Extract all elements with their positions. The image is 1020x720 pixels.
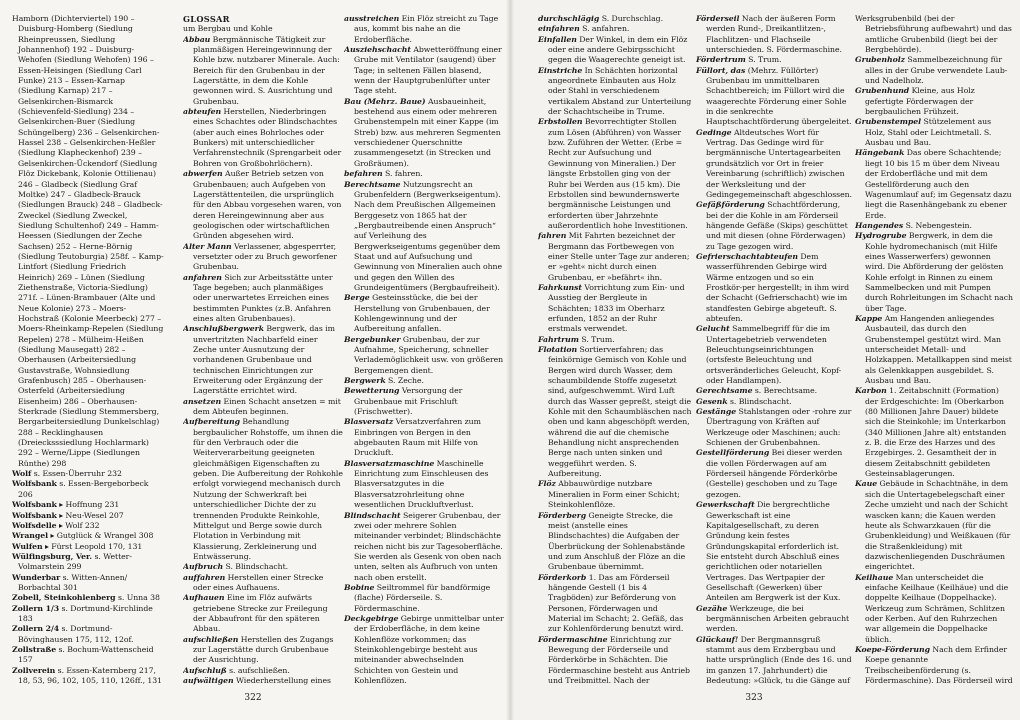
glossary-entry [855,148,1013,220]
glossary-definition: Kleine, aus Holz gefertigte Förderwagen der bergbaulichen Frühzeit. [865,86,975,117]
glossary-term: Bau (Mehrz. Baue) [344,96,426,106]
glossary-term: Kappe [855,313,883,323]
index-entry-name: Wrangel [12,531,49,541]
glossary-term: Karbon [855,386,887,396]
glossary-term: Förderberg [538,510,587,520]
glossary-entry [538,14,692,24]
glossary-entry [538,335,692,345]
glossary-entry [696,128,852,200]
glossary-entry [183,324,343,396]
glossary-term: ausstreichen [344,14,400,23]
glossary-term: Bewetterung [344,386,400,396]
glossary-definition: Das obere Schachtende; liegt 10 bis 15 m über dem Niveau der Erdoberfläche und mit dem Gestellförderung auch den Wagenumlauf auf; im Gegensatz dazu liegt die Rasenhängebank zu ebener Erde. [865,148,1012,220]
glossary-entry [344,97,504,169]
book-gutter [506,0,514,720]
glossary-entry [344,180,504,294]
glossary-term: Hydrogrube [855,231,907,241]
glossary-definition: S. Blindschacht. [223,562,289,572]
glossary-entry [538,635,692,686]
glossary-term: Fahrkunst [538,282,582,292]
index-entry-reference: s. Wetter-Volmarstein 299 [18,551,132,572]
glossary-entry [855,55,1013,86]
glossary-definition: Nach der äußeren Form werden Rund-, Dreikantlitzen-, Flachlitzen- und Flachseile unterschieden. S. Fördermaschine. [706,14,842,55]
glossary-definition: Werksgrubenbild (bei der Betriebsführung aufbewahrt) und das amtliche Grubenbild (liegt bei der Bergbehörde). [855,14,1012,55]
glossary-term: Erbstollen [538,117,583,127]
index-entry-name: Zobell, Steinkohlenberg [12,593,116,603]
glossary-entry [855,573,1013,645]
glossary-definition: Mit Fahrten bezeichnet der Bergmann das Fortbewegen von einer Stelle unter Tage zur anderen; er »geht« nicht durch einen Grubenbau, er »befährt« ihn. [548,231,690,282]
glossary-definition: Herstellen einer Strecke oder eines Aufhauens. [193,572,324,592]
glossary-term: Aufschluß [183,665,227,675]
glossary-term: Einstriche [538,65,583,75]
glossary-term: aufwältigen [183,676,234,685]
glossary-term: anfahren [183,272,222,282]
index-entry-reference: s. Dortmund-Bövinghausen 175, 112, 12of. [18,624,134,644]
glossary-definition: Altdeutsches Wort für Vertrag. Das Gedinge wird für bergmännische Untertagearbeiten grundsätzlich vor Ort in freier Vereinbarung (schriftlich) zwischen der Werksleitung und der Gedingegemeinschaft abgeschlossen. [706,127,852,199]
glossary-entry [344,511,504,583]
glossary-definition: Außer Betrieb setzen von Grubenbauen; auch Aufgeben von Lagerstättenteilen, die ursprünglich für den Abbau vorgesehen waren, von deren Hereingewinnung aber aus geologischen oder wirtschaftlichen Gründen abgesehen wird. [193,169,342,241]
glossary-definition: Abbauwürdige nutzbare Mineralien in Form einer Schicht; Steinkohlenflöze. [548,479,680,510]
glossary-subheading: um Bergbau und Kohle [183,24,273,34]
glossary-entry [696,635,852,686]
glossary-definition: s. aufschließen. [226,665,290,675]
glossary-definition: Seigerer Grubenbau, der zwei oder mehrere Sohlen miteinander verbindet; Blindschächte reichen nicht bis zur Tagesoberfläche. Sie werden als Gesenk von oben nach unten, selten als Aufbruch von unten nach oben erstellt. [354,510,503,582]
glossary-term: Gestellförderung [696,448,770,458]
glossary-term: Koepe-Förderung [855,644,930,654]
glossary-entry [696,55,852,65]
glossary-column-2 [344,14,504,686]
index-entry-name: Zollern 1/3 [12,603,60,613]
glossary-definition: Der Winkel, in dem ein Flöz oder eine andere Gebirgsschicht gegen die Waagerechte geneigt ist. [548,34,688,65]
glossary-term: Blasversatz [344,417,394,427]
glossary-term: Ausziehschacht [344,45,411,55]
glossary-definition: Gesteinsstücke, die bei der Herstellung von Grubenbauen, der Kohlengewinnung und der Aufbereitung anfallen. [354,293,490,334]
glossary-definition: Am Hangenden anliegendes Ausbauteil, das durch den Grubenstempel gestützt wird. Man unterscheidet Metall- und Holzkappen. Metallkappen sind meist als Gelenkkappen ausgebildet. S. Ausbau und Bau. [865,313,1012,386]
glossary-definition: Bergwerk, in dem die Kohle hydromechanisch (mit Hilfe eines Wasserwerfers) gewonnen wird. Die Abförderung der gelösten Kohle erfolgt in Rinnen zu einem Sammelbecken und mit Pumpen durch Rohrleitungen im Schacht nach über Tage. [865,231,1013,313]
glossary-term: Einfallen [538,34,577,44]
glossary-term: Füllort, das [696,65,746,75]
glossary-term: Abbau [183,34,211,44]
glossary-definition: Stützelement aus Holz, Stahl oder Leichtmetall. S. Ausbau und Bau. [865,117,992,148]
index-entry-reference: s. Bochum-Wattenscheid 157 [18,644,154,665]
glossary-definition: Bei dieser werden die vollen Förderwagen auf am Förderseil hängende Förderkörbe (Gestelle) geschoben und zu Tage gezogen. [706,448,843,499]
glossary-definition: s. Berechtsame. [752,386,818,396]
glossary-definition: S. Trum. [745,55,782,65]
glossary-definition: 1. Das am Förderseil hängende Gestell (1 bis 4 Tragböden) zur Beförderung von Personen, Förderwagen und Material im Schacht; 2. Gefäß, das zur Kohlenförderung benutzt wird. [548,572,684,634]
glossary-term: einfahren [538,24,580,34]
glossary-term: Hängebank [855,148,905,158]
glossary-definition: S. Trum. [578,334,615,344]
index-entry-reference: s. Dortmund-Kirchlinde 183 [18,603,153,623]
index-entry-name: Wulfen [12,541,43,551]
glossary-term: Gerechtsame [696,386,753,396]
index-entry [12,624,164,645]
glossary-definition: Verlassener, abgesperrter, versetzter oder zu Bruch geworfener Grubenbau. [193,241,337,272]
glossary-term: Alter Mann [183,241,232,251]
glossary-definition: Eine im Flöz aufwärts getriebene Strecke zur Freilegung der Abbaufront für den späteren Abbau. [193,593,328,634]
index-entry [12,531,164,541]
glossary-definition: Herstellen, Niederbringen eines Schachtes oder Blindschachtes (aber auch eines Bohrloches oder Bunkers) mit unterschiedlicher Verfahrenstechnik (Sprengarbeit oder Bohren von Großbohrlöchern). [193,107,342,168]
glossary-entry [538,231,692,283]
glossary-entry [344,614,504,686]
glossary-definition: Man unterscheidet die einfache Keilhaue (Keilhäue) und die doppelte Keilhaue (Doppelhacke). Werkzeug zum Schrämen, Schlitzen oder Kerben. Auf den Ruhrzechen war allgemein die Doppelhacke üblich. [865,572,1009,644]
glossary-entry [183,593,343,634]
glossary-entry [183,573,343,594]
glossary-definition: Versatzverfahren zum Einbringen von Bergen in den abgebauten Raum mit Hilfe von Druckluft. [354,417,481,458]
glossary-definition: S. Zeche. [385,376,424,386]
glossary-entry [183,242,343,273]
glossary-definition: Behandlung bergbaulicher Rohstoffe, um ihnen die für den Verbrauch oder die Weiterverarbeitung geeigneten gleichmäßigen Eigenschaften zu geben. Die Aufbereitung der Rohkohle erfolgt vorwiegend mechanisch durch Nutzung der Schwerkraft bei unterschiedlicher Dichte der zu trennenden Produkte Reinkohle, Mittelgut und Berge sowie durch Flotation in Verbindung mit Klassierung, Zerkleinerung und Entwässerung. [193,417,343,561]
glossary-term: fahren [538,231,567,241]
glossary-entry [696,252,852,324]
glossary-term: Anschlußbergwerk [183,324,264,334]
glossary-term: Flotation [538,345,578,354]
glossary-entry [183,107,343,169]
index-entry-reference: ▸ Wolf 232 [56,520,100,530]
glossary-entry [183,169,343,241]
index-entry [12,645,164,666]
glossary-entry [183,635,343,666]
index-entry [12,521,164,531]
glossary-heading: GLOSSAR [183,14,230,24]
glossary-entry [344,386,504,417]
glossary-entry [344,293,504,334]
glossary-entry [344,45,504,97]
glossary-entry [538,24,692,34]
glossary-term: Deckgebirge [344,613,399,623]
glossary-term: Berge [344,293,370,303]
index-entry-name: Wolfsbank [12,510,57,520]
glossary-term: durchschlägig [538,14,600,23]
index-entry-reference: s. Unna 38 [115,593,160,603]
glossary-definition: Maschinelle Einrichtung zum Einschleusen des Blasversatzgutes in die Blasversatzrohrleitung ohne wesentlichen Druckluftverlust. [354,458,489,510]
glossary-column-1 [183,14,343,686]
index-entry [12,511,164,521]
glossary-entry [538,345,692,479]
index-entry [12,604,164,625]
glossary-definition: Ein Flöz streicht zu Tage aus, kommt bis nahe an die Erdoberfläche. [354,14,499,44]
index-entry-name: Wolfsdelle [12,520,57,530]
glossary-definition: Stahlstangen oder -rohre zur Übertragung von Kräften auf Werkzeuge oder Maschinen; auch: Schienen der Grubenbahnen. [706,407,852,448]
index-entry [12,552,164,573]
index-entry-reference: ▸ Hoffnung 231 [56,500,120,510]
index-entry-name: Wolfsbank [12,479,57,489]
glossary-entry [183,676,343,686]
glossary-entry [344,583,504,614]
glossary-term: Blasversatzmaschine [344,458,435,468]
glossary-term: Gestänge [696,407,737,417]
index-entry-name: Wolfsbank [12,500,57,510]
glossary-definition: Herstellen des Zugangs zur Lagerstätte durch Grubenbaue der Ausrichtung. [193,634,334,665]
glossary-term: Grubenhund [855,86,910,96]
glossary-term: Gewerkschaft [696,500,755,510]
index-entry [12,666,164,686]
glossary-term: aufschließen [183,634,239,644]
glossary-entry [696,324,852,386]
glossary-definition: S. anfahren. [579,24,630,34]
page-number-right: 323 [745,693,763,703]
glossary-term: Fördermaschine [538,634,608,644]
glossary-term: Fahrtrum [538,334,579,344]
glossary-entry [696,66,852,128]
glossary-term: Gesenk [696,396,728,406]
index-entry-reference: ▸ Fürst Leopold 170, 131 [42,541,143,551]
glossary-entry [183,666,343,676]
glossary-term: Bobine [344,582,375,592]
glossary-definition: Gebirge unmittelbar unter der Erdoberfläche, in dem keine Kohlenflöze vorkommen; das Steinkohlengebirge besteht aus miteinander abwechselnden Schichten von Gestein und Kohlenflözen. [354,613,504,685]
index-column [12,14,164,686]
glossary-entry [855,117,1013,148]
glossary-term: Bergwerk [344,376,386,386]
glossary-entry [183,562,343,572]
glossary-definition: S. fahren. [382,169,423,179]
glossary-column-3 [538,14,692,686]
glossary-term: Hangendes [855,220,904,230]
glossary-term: befahren [344,169,383,179]
glossary-entry [696,448,852,500]
index-entry [12,500,164,510]
glossary-definition: Wiederherstellung eines [236,676,331,685]
glossary-definition: (Mehrz. Füllörter) Grubenbau im unmittelbaren Schachtbereich; im Füllort wird die waagerechte Förderung einer Sohle in die senkrechte Hauptschachtförderung übergeleitet. [706,65,852,127]
glossary-term: Kaue [855,479,878,489]
glossary-definition: 1. Zeitabschnitt (Formation) der Erdgeschichte: Im (Oberkarbon (80 Millionen Jahre Dauer) bildete sich die Steinkohle; im Unterkarbon (340 Millionen Jahre alt) entstanden z. B. die Erze des Harzes und des Erzgebirges. 2. Gesamtheit der in diesem Zeitabschnitt gebildeten Gesteinsablagerungen. [865,386,1007,479]
glossary-term: Gelucht [696,324,730,334]
index-entry-reference: s. Essen-Bergeborbeck 206 [18,479,149,499]
glossary-definition: Versorgung der Grubenbaue mit Frischluft (Frischwetter). [354,386,463,417]
glossary-definition: Bergwerk, das im unvertritzten Nachbarfeld einer Zeche unter Ausnutzung der vorhandenen Grubenbaue und technischen Einrichtungen zur Erweiterung oder Ergänzung der Lagerstätte errichtet wird. [193,324,335,396]
glossary-term: Gefrierschachtabteufen [696,251,798,261]
glossary-term: Aufbruch [183,562,224,572]
glossary-entry [344,335,504,376]
glossary-column-4 [696,14,852,686]
glossary-term: Aufhauen [183,593,225,603]
glossary-term: Förderseil [696,14,740,23]
glossary-definition: Der Bergmannsgruß stammt aus dem Erzbergbau und hatte ursprünglich (Ende des 16. und im ganzen 17. Jahrhundert) die Bedeutung: »Glück, tu die Gänge auf [706,634,852,685]
glossary-definition: In Schächten horizontal angeordnete Einbauten aus Holz oder Stahl in verschiedenem vertikalem Abstand zur Unterteilung der Schachtscheibe in Trume. [548,65,692,117]
glossary-definition: Bevorrechtigter Stollen zum Lösen (Abführen) von Wasser bzw. Zuführen der Wetter. (Erbe = Recht zur Aufsuchung und Gewinnung von Mineralien.) Der längste Erbstollen ging von der Ruhr bei Werden aus (15 km). Die Erbstollen sind bewundernswerte bergmännische Leistungen und erforderten über Jahrzehnte außerordentlich hohe Investitionen. [548,117,688,230]
glossary-term: Grubenstempel [855,117,922,127]
glossary-definition: Grubenbau, der zur Aufnahme, Speicherung, schneller Verlademöglichkeit usw. von größeren Bergemengen dient. [354,334,504,375]
glossary-entry [183,397,343,418]
page-number-left: 322 [244,693,262,703]
glossary-term: abwerfen [183,169,223,179]
glossary-entry [538,511,692,573]
glossary-term: Keilhaue [855,572,894,582]
index-entry-name: Zollstraße [12,644,57,654]
glossary-term: Grubenholz [855,55,905,65]
glossary-column-5 [855,14,1013,686]
glossary-entry [696,386,852,396]
glossary-entry [183,35,343,107]
glossary-term: Blindschacht [344,510,401,520]
glossary-definition: Die bergrechtliche Gewerkschaft ist eine Kapitalgesellschaft, zu deren Gründung kein festes Gründungskapital erforderlich ist. Sie entsteht durch Abschluß eines gerichtlichen oder notariellen Vertrages. Das Wertpapier der Gesellschaft (Gewerken) über Anteilen am Bergwerk ist der Kux. [706,500,841,603]
glossary-definition: Werkzeuge, die bei bergmännischen Arbeiten gebraucht werden. [706,603,850,634]
glossary-entry [696,604,852,635]
index-entry [12,593,164,603]
index-entry-name: Zollverein [12,665,56,675]
glossary-entry [855,386,1013,479]
index-entry [12,542,164,552]
glossary-definition: Seiltrommel für bandförmige (flache) Förderseile. S. Fördermaschine. [354,582,491,613]
index-entry-name: Wunderbar [12,572,61,582]
glossary-definition: Geneigte Strecke, die meist (anstelle eines Blindschachtes) die Aufgaben der Überbrückung der Sohlenabstände und zum Anschluß der Flöze an die Grubenbaue übernimmt. [548,510,686,572]
glossary-entry [696,407,852,448]
index-entry-reference: ▸ Gutglück & Wrangel 308 [48,531,154,541]
glossary-definition: Sortierverfahren; das feinkörnige Gemisch von Kohle und Bergen wird durch Wasser, dem schaumbildende Stoffe zugesetzt sind, aufgeschwemmt. Wird Luft durch das Wasser gepreßt, steigt die Kohle mit den Schaumbläschen nach oben und kann abgeschöpft werden, während die auf die chemische Behandlung nicht ansprechenden Berge nach unten sinken und weggeführt werden. S. Aufbereitung. [548,345,692,479]
glossary-entry [183,273,343,325]
glossary-term: Gedinge [696,127,732,137]
glossary-entry [855,86,1013,117]
glossary-term: Förderkorb [538,572,587,582]
glossary-definition: Sich zur Arbeitsstätte unter Tage begeben; auch planmäßiges oder unerwartetes Erreichen eines bestimmten Punktes (z.B. Anfahren eines alten Grubenbaues). [193,272,333,323]
glossary-entry [855,645,1013,686]
glossary-entry [855,479,1013,572]
glossary-entry [538,35,692,66]
index-entry [12,573,164,594]
glossary-term: Gezähe [696,603,728,613]
glossary-term: abteufen [183,107,222,117]
glossary-term: Bergebunker [344,334,401,344]
index-entry-name: Wolf [12,469,32,479]
glossary-entry [344,459,504,511]
glossary-entry [855,231,1013,314]
index-entry [12,14,164,469]
index-entry-reference: ▸ Neu-Wesel 207 [56,510,124,520]
glossary-entry [538,66,692,118]
glossary-entry [344,376,504,386]
glossary-term: Gefäßförderung [696,200,765,210]
glossary-entry [344,169,504,179]
glossary-definition: Vorrichtung zum Ein- und Ausstieg der Bergleute in Schächten; 1833 im Oberharz erfunden, 1852 an der Ruhr erstmals verwendet. [548,282,685,334]
glossary-definition: Ausbaueinheit, bestehend aus einem oder mehreren Grubenstempeln mit einer Kappe (im Streb) bzw. aus mehreren Segmenten verschiedener Querschnitte zusammengesetzt (in Strecken und Großräumen). [354,96,501,168]
glossary-definition: Nutzungsrecht an Grubenfeldern (Bergwerkseigentum). Nach dem Preußischen Allgemeinen Berggesetz von 1865 hat der „Bergbautreibende einen Anspruch“ auf Verleihung des Bergwerkseigentums gegenüber dem Staat und auf Aufsuchung und Gewinnung von Mineralien auch ohne und gegen den Willen des Grundeigentümers (Bergbaufreiheit). [354,179,503,292]
glossary-entry [855,221,1013,231]
glossary-definition: Einrichtung zur Bewegung der Förderseile und Förderkörbe in Schächten. Die Fördermaschine besteht aus Antrieb und Treibmittel. Nach der [548,634,690,685]
glossary-entry [538,573,692,635]
glossary-definition: S. Durchschlag. [599,14,664,23]
glossary-term: auffahren [183,572,226,582]
glossary-entry [696,14,852,55]
glossary-entry [696,500,852,603]
glossary-entry [538,117,692,231]
glossary-term: Fördertrum [696,55,746,65]
index-entry-text: Hamborn (Dichterviertel) 190 – Duisburg-Homberg (Siedlung Rheinpreussen, Siedlung Johannenhof) 192 – Duisburg-Wehofen (Siedlung Wehofen) 196 – Essen-Heisingen (Siedlung Carl Funke) 213 – Essen-Karnap (Siedlung Karnap) 217 – Gelsenkirchen-Bismarck (Schievenfeld-Siedlung) 234 – Gelsenkirchen-Buer (Siedlung Schüngelberg) 236 – Gelsenkirchen-Hassel 238 – Gelsenkirchen-Heßler (Siedlung Klapheckenhof) 239 – Gelsenkirchen-Ückendorf (Siedlung Flöz Dickebank, Kolonie Ottilienau) 246 – Gladbeck (Siedlung Graf Moltke) 247 – Gladbeck-Brauck (Siedlungen Brauck) 248 – Gladbeck-Zweckel (Siedlung Zweckel, Siedlung Schultenhof) 249 – Hamm-Heessen (Siedlungen der Zeche Sachsen) 252 – Herne-Börnig (Siedlung Teutoburgia) 258f. – Kamp-Lintfort (Siedlung Friedrich Heinrich) 269 – Lünen (Siedlung Ziethenstraße, Victoria-Siedlung) 271f. – Lünen-Brambauer (Alte und Neue Kolonie) 273 – Moers-Hochstraß (Kolonie Meerbeck) 277 – Moers-Rheinkamp-Repelen (Siedlung Repelen) 278 – Mülheim-Heißen (Siedlung Mausegatt) 282 – Oberhausen (Arbeitersiedlung Gustavstraße, Wohnsiedlung Grafenbusch) 285 – Oberhausen-Osterfeld (Arbeitersiedlung Eisenheim) 286 – Oberhausen-Sterkrade (Siedlung Stemmersberg, Bergarbeitersiedlung Dunkelschlag) 288 – Recklinghausen (Dreiecksssiedlung Hochlarmark) 292 – Werne/Lippe (Siedlungen Rünthe) 298 [12,14,164,468]
glossary-entry [855,14,1013,55]
glossary-entry [344,417,504,458]
index-entry-reference: s. Essen-Überruhr 232 [31,469,122,479]
index-entry [12,479,164,500]
glossary-term: Glückauf! [696,634,739,644]
glossary-entry [696,397,852,407]
glossary-entries [183,35,343,686]
glossary-term: ansetzen [183,396,222,406]
glossary-definition: Sammelbegriff für die im Untertagebetrieb verwendeten Beleuchtungseinrichtungen (ortsfeste Beleuchtung und ortsveränderliches Geleucht, Kopf- oder Handlampen). [706,324,842,386]
glossary-entry [855,314,1013,386]
glossary-definition: S. Nebengestein. [903,220,972,230]
glossary-definition: Sammelbezeichnung für alles in der Grube verwendete Laub- und Nadelholz. [865,55,1008,86]
glossary-definition: s. Blindschacht. [727,396,792,406]
index-entry [12,469,164,479]
glossary-entry [538,479,692,510]
glossary-definition: Abwetteröffnung einer Grube mit Ventilator (saugend) über Tage; in seltenen Fällen blasend, wenn der Hauptgrubenlüfter unter Tage steht. [354,45,502,96]
glossary-definition: Einen Schacht ansetzen = mit dem Abteufen beginnen. [193,396,341,417]
glossary-definition: Schachtförderung, bei der die Kohle in am Förderseil hängende Gefäße (Skips) geschüttet und mit diesen (ohne Förderwagen) zu Tage gezogen wird. [706,200,848,251]
glossary-term: Berechtsame [344,179,401,189]
index-entry-reference: s. Witten-Annen/ Borbachtal 301 [18,572,128,592]
glossary-term: Flöz [538,479,556,489]
glossary-entry [183,417,343,562]
index-entry-name: Wülfingsburg, Ver. [12,551,93,561]
index-entry-reference: s. Essen-Katernberg 217, 18, 53, 96, 102, 105, 110, 126ff., 131 [18,665,163,685]
glossary-definition: Bergmännische Tätigkeit zur planmäßigen Hereingewinnung der Kohle bzw. nutzbarer Minerale. Auch: Bereich für den Grubenbau in der Lagerstätte, in dem die Kohle gewonnen wird. S. Ausrichtung und Grubenbau. [193,34,340,106]
glossary-definition: Dem wasserführenden Gebirge wird Wärme entzogen und so ein Frostkör-per hergestellt; in ihm wird der Schacht (Gefrierschacht) wie im standfesten Gebirge abgeteuft. S. abteufen. [706,251,850,323]
glossary-term: Aufbereitung [183,417,240,427]
glossary-entry [344,14,504,45]
glossary-definition: Gebäude in Schachtnähe, in dem sich die Untertagebelegschaft einer Zeche umzieht und nach der Schicht wascken kann; die Kauen werden heute als Schwarzkauen (für die Grubenkleidung) und Weißkauen (für die Straßenkleidung) mit dazwischenliegenden Duschräumen eingerichtet. [865,479,1011,572]
glossary-entry [538,283,692,335]
glossary-entry [696,200,852,252]
index-entry-name: Zollern 2/4 [12,624,60,634]
glossary-definition: Nach dem Erfinder Koepe genannte Treibscheibenförderung (s. Fördermaschine). Das Förderseil wird [865,644,1013,685]
